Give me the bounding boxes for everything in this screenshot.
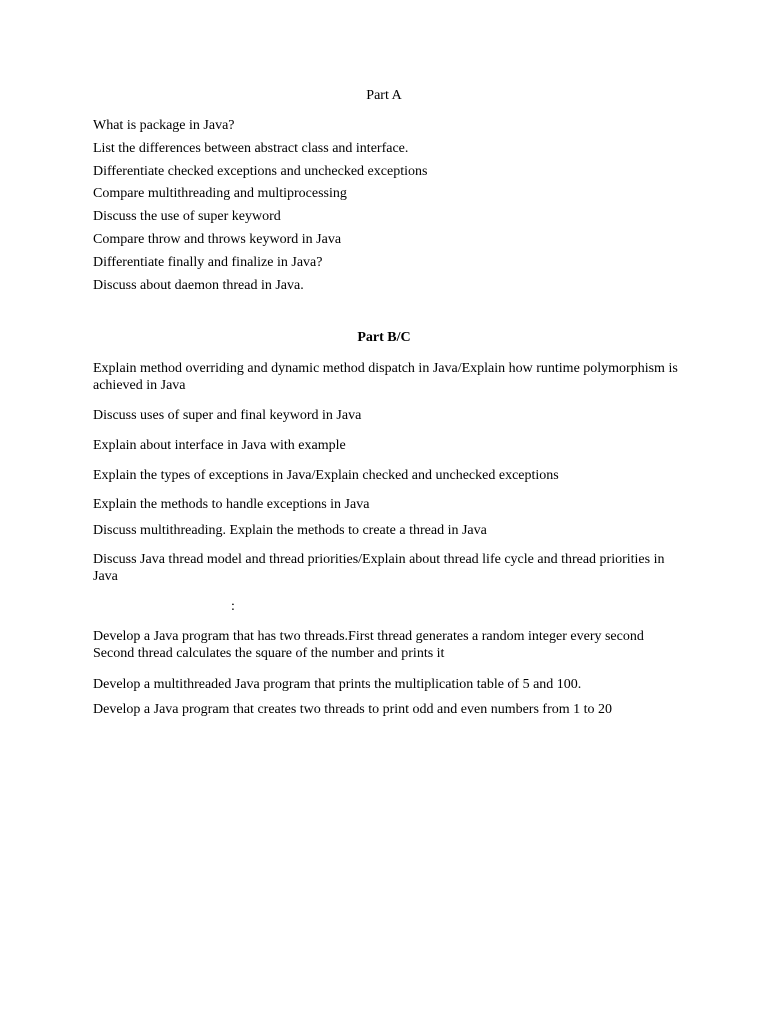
part-a-question: List the differences between abstract class and interface. [93, 141, 409, 156]
part-a-question: What is package in Java? [93, 118, 235, 133]
part-bc-question: Discuss multithreading. Explain the methods to create a thread in Java [93, 523, 487, 538]
part-bc-question: Discuss uses of super and final keyword in Java [93, 408, 362, 423]
part-bc-question: Explain the methods to handle exceptions in Java [93, 497, 370, 512]
part-a-question: Discuss the use of super keyword [93, 209, 281, 224]
part-a-question: Differentiate checked exceptions and unchecked exceptions [93, 164, 428, 179]
part-bc-question: Discuss Java thread model and thread priorities/Explain about thread life cycle and thread priorities in Java [93, 552, 665, 584]
part-a-question: Compare multithreading and multiprocessing [93, 186, 347, 201]
part-bc-heading: Part B/C [357, 330, 411, 345]
part-a-question: Discuss about daemon thread in Java. [93, 278, 304, 293]
part-bc-question: Explain the types of exceptions in Java/Explain checked and unchecked exceptions [93, 468, 559, 483]
part-a-heading: Part A [366, 88, 402, 103]
program-question: Develop a multithreaded Java program that prints the multiplication table of 5 and 100. [93, 677, 582, 692]
part-bc-question: Explain about interface in Java with example [93, 438, 346, 453]
part-a-question: Differentiate finally and finalize in Java? [93, 255, 323, 270]
program-question: Develop a Java program that creates two threads to print odd and even numbers from 1 to 20 [93, 702, 613, 717]
separator-colon: : [231, 599, 235, 614]
program-question: Develop a Java program that has two threads.First thread generates a random integer every second Second thread calculates the square of the number and prints it [93, 629, 644, 661]
part-bc-question: Explain method overriding and dynamic method dispatch in Java/Explain how runtime polymorphism is achieved in Java [93, 361, 678, 393]
part-a-question: Compare throw and throws keyword in Java [93, 232, 342, 247]
